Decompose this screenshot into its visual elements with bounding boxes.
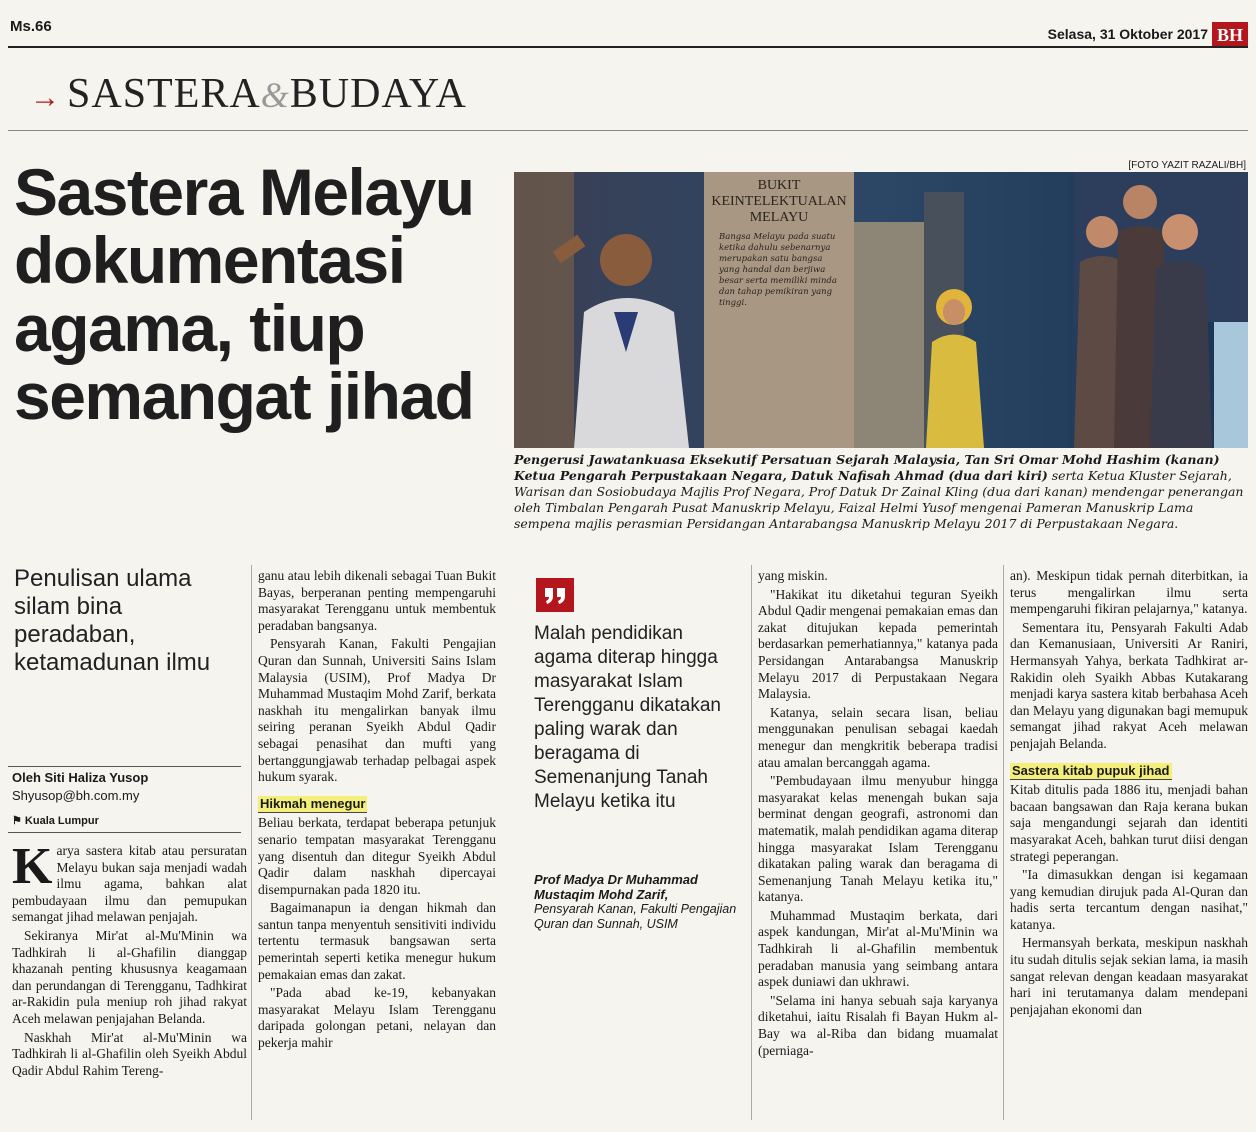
drop-cap: K — [12, 838, 53, 895]
page-number: Ms.66 — [10, 18, 52, 35]
pull-quote-attribution — [534, 872, 746, 932]
subheadline: Penulisan ulama silam bina peradaban, ketamadunan ilmu — [14, 565, 211, 676]
exhibit-title-line: KEINTELEKTUALAN — [711, 194, 847, 209]
photo-credit: [FOTO YAZIT RAZALI/BH] — [1128, 160, 1246, 171]
section-subhead: Hikmah menegur — [258, 796, 367, 814]
article-paragraph: Muhammad Mustaqim berkata, dari aspek kandungan, Mir'at al-Mu'Minin wa Tadhkirah li al-Ghafilin membentuk peradaban manusia yang seimbang antara aspek duniawi dan ukhrawi. — [758, 907, 998, 990]
section-rule — [8, 130, 1248, 131]
exhibit-title-line: MELAYU — [749, 210, 809, 225]
headline-line: Sastera Melayu — [14, 155, 474, 229]
section-title-a: SASTERA — [67, 71, 261, 117]
article-column-1 — [12, 838, 247, 1081]
article-paragraph — [12, 838, 247, 926]
article-paragraph: "Selama ini hanya sebuah saja karyanya diketahui, iaitu Risalah fi Bayan Hukm al-Bay wa al-Riba dan bidang muamalat (perniaga- — [758, 992, 998, 1058]
author-byline: Oleh Siti Haliza Yusop — [12, 770, 149, 785]
arrow-icon: → — [30, 81, 61, 114]
column-divider — [751, 565, 752, 1120]
article-paragraph: Beliau berkata, terdapat beberapa petunjuk senario tempatan masyarakat Terengganu yang disentuh dan ditegur Syeikh Abdul Qadir dalam naskhah dipercayai disempurnakan pada 1820 itu. — [258, 815, 496, 897]
article-paragraph: an). Meskipun tidak pernah diterbitkan, ia terus mengalirkan ilmu serta mempengaruhi fikiran pelajarnya," katanya. — [1010, 568, 1248, 617]
byline-rule — [8, 766, 241, 767]
bh-logo: BH — [1212, 22, 1248, 48]
news-photo — [514, 172, 1248, 448]
exhibit-title-line: BUKIT — [757, 178, 801, 193]
article-column-2 — [258, 568, 496, 1054]
headline — [14, 155, 509, 433]
location-text: Kuala Lumpur — [24, 815, 99, 827]
flag-icon: ⚑ — [12, 815, 25, 827]
caption-bold: Pengerusi Jawatankuasa Eksekutif Persatuan Sejarah Malaysia, Tan Sri Omar Mohd Hashim (kanan) Ketua Pengarah Perpustakaan Negara, Datuk Nafisah Ahmad (dua dari kiri) — [514, 452, 1220, 483]
section-title — [30, 70, 467, 118]
dateline-location — [12, 814, 99, 827]
article-paragraph: Hermansyah berkata, meskipun naskhah itu sudah ditulis sejak sekian lama, ia masih sangat relevan dengan keadaan masyarakat hari ini terutamanya dalam mendepani penjajahan ekonomi dan — [1010, 935, 1248, 1017]
headline-line: agama, tiup — [14, 291, 365, 365]
location-rule — [8, 832, 241, 833]
article-paragraph: "Ia dimasukkan dengan isi kegamaan yang kemudian dirujuk pada Al-Quran dan hadis serta tercantum dengan nasihat," katanya. — [1010, 867, 1248, 932]
article-paragraph: Sekiranya Mir'at al-Mu'Minin wa Tadhkirah li al-Ghafilin dianggap khazanah penting khususnya keagamaan dan perundangan di Terengganu, Tadhkirat ar-Rakidin pula meniup roh jihad rakyat Aceh melawan penjajahan Belanda. — [12, 927, 247, 1026]
article-paragraph: ganu atau lebih dikenali sebagai Tuan Bukit Bayas, berperanan penting mempengaruhi masyarakat Terengganu untuk membentuk peradaban bangsanya. — [258, 568, 496, 633]
headline-line: semangat jihad — [14, 359, 474, 433]
article-column-5 — [1010, 568, 1248, 1020]
quote-glyph — [536, 578, 574, 612]
pull-quote-title: Pensyarah Kanan, Fakulti Pengajian Quran dan Sunnah, USIM — [534, 902, 737, 931]
article-paragraph: Katanya, selain secara lisan, beliau menggunakan penulisan sebagai kaedah menegur dan mengkritik beberapa tradisi atau amalan bercanggah agama. — [758, 704, 998, 770]
article-paragraph: Sementara itu, Pensyarah Fakulti Adab dan Kemanusiaan, Universiti Ar Raniri, Hermansyah Yahya, berkata Tadhkirat ar-Rakidin oleh Syaikh Abbas Kutakarang menjadi karya sastera kitab berbahasa Aceh dan Melayu yang digunakan bagi memupuk semangat jihad rakyat Aceh melawan penjajah Belanda. — [1010, 619, 1248, 751]
column-divider — [251, 565, 252, 1120]
quote-icon — [536, 578, 574, 612]
article-paragraph: Naskhah Mir'at al-Mu'Minin wa Tadhkirah li al-Ghafilin oleh Syeikh Abdul Qadir Abdul Rahim Tereng- — [12, 1029, 247, 1078]
photo-caption — [514, 452, 1248, 532]
pull-quote-name: Prof Madya Dr Muhammad Mustaqim Mohd Zarif, — [534, 872, 698, 902]
article-paragraph: "Pada abad ke-19, kebanyakan masyarakat Melayu Islam Terengganu daripada golongan petani, nelayan dan pekerja mahir — [258, 985, 496, 1051]
section-subhead: Sastera kitab pupuk jihad — [1010, 763, 1172, 781]
caption-rest: serta Ketua Kluster Sejarah, Warisan dan Sosiobudaya Majlis Prof Negara, Prof Datuk Dr Zainal Kling (dua dari kanan) mendengar penerangan oleh Timbalan Pengarah Pusat Manuskrip Melayu, Faizal Helmi Yusof mengenai Pameran Manuskrip Lama sempena majlis perasmian Persidangan Antarabangsa Manuskrip Melayu 2017 di Perpustakaan Negara. — [514, 468, 1244, 531]
paragraph-text: arya sastera kitab atau persuratan Melayu bukan saja menjadi wadah ilmu agama, bahkan alat pembudayaan ilmu dan pemupukan semangat jihad melawan penjajah. — [12, 843, 247, 925]
section-ampersand: & — [260, 75, 290, 115]
article-paragraph: Kitab ditulis pada 1886 itu, menjadi bahan bacaan bangsawan dan Raja kerana bukan saja mengandungi sejarah dan identiti masyarakat Aceh, bahkan turut diisi dengan strategi peperangan. — [1010, 782, 1248, 864]
headline-line: dokumentasi — [14, 223, 405, 297]
section-title-b: BUDAYA — [289, 71, 467, 117]
article-paragraph: "Pembudayaan ilmu menyubur hingga masyarakat kelas menengah bukan saja berminat dengan geografi, astronomi dan matematik, malah pendidikan agama diterap hingga masyarakat Islam Terengganu dikatakan paling warak dan beragama di Semenanjung Tanah Melayu ketika itu," katanya. — [758, 773, 998, 905]
issue-date: Selasa, 31 Oktober 2017 — [1047, 26, 1208, 42]
exhibit-panel-title — [710, 178, 848, 226]
article-paragraph: "Hakikat itu diketahui teguran Syeikh Abdul Qadir mengenai pemakaian emas dan zakat ditujukan kepada pemerintah berdasarkan pemerhatiannya," katanya pada Persidangan Antarabangsa Manuskrip Melayu 2017 di Perpustakaan Negara Malaysia. — [758, 586, 998, 702]
article-column-4 — [758, 568, 998, 1061]
author-email: Shyusop@bh.com.my — [12, 788, 140, 803]
article-paragraph: Bagaimanapun ia dengan hikmah dan santun tanpa menyentuh sensitiviti individu tertentu termasuk bangsawan serta pemerintah seperti ketika menegur hukum pemakaian emas dan zakat. — [258, 900, 496, 982]
column-divider — [1003, 565, 1004, 1120]
top-rule — [8, 46, 1248, 48]
article-paragraph: Pensyarah Kanan, Fakulti Pengajian Quran dan Sunnah, Universiti Sains Islam Malaysia (USIM), Prof Madya Dr Muhammad Mustaqim Mohd Zarif, berkata naskhah itu mengalirkan banyak ilmu seiring peranan Syeikh Abdul Qadir sebagai penasihat dan mufti yang bertanggungjawab terhadap pelbagai aspek hukum syarak. — [258, 636, 496, 785]
pull-quote: Malah pendidikan agama diterap hingga masyarakat Islam Terengganu dikatakan paling warak dan beragama di Semenanjung Tanah Melayu ketika itu — [534, 623, 721, 812]
article-paragraph: yang miskin. — [758, 568, 828, 583]
exhibit-panel-text: Bangsa Melayu pada suatu ketika dahulu sebenarnya merupakan satu bangsa yang handal dan berjiwa besar serta memiliki minda dan tahap pemikiran yang tinggi. — [719, 232, 837, 308]
photo-illustration — [514, 172, 1248, 448]
